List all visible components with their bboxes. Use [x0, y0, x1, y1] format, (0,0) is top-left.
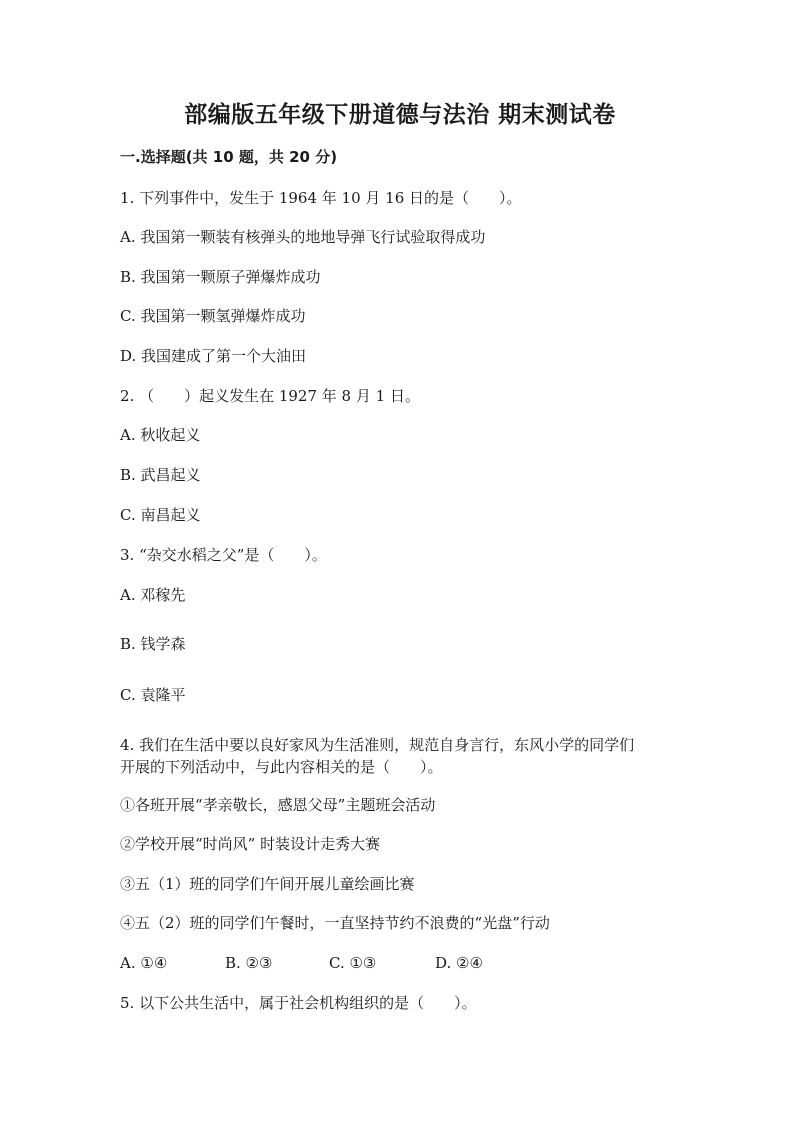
- question-4-item-3: ③五（1）班的同学们午间开展儿童绘画比赛: [120, 875, 415, 893]
- question-1-option-a: A. 我国第一颗装有核弹头的地地导弹飞行试验取得成功: [120, 228, 486, 246]
- section-heading: 一.选择题(共 10 题，共 20 分): [120, 148, 338, 166]
- question-1-option-c: C. 我国第一颗氢弹爆炸成功: [120, 307, 306, 325]
- question-3-stem: 3. “杂交水稻之父”是（ ）。: [120, 546, 327, 564]
- question-4-option-c: C. ①③: [329, 954, 377, 972]
- question-2-option-b: B. 武昌起义: [120, 466, 201, 484]
- question-2-stem: 2. （ ）起义发生在 1927 年 8 月 1 日。: [120, 387, 420, 405]
- question-1-option-d: D. 我国建成了第一个大油田: [120, 347, 307, 365]
- question-2-option-a: A. 秋收起义: [120, 426, 201, 444]
- question-3-option-c: C. 袁隆平: [120, 686, 186, 704]
- question-4-stem-line-1: 4. 我们在生活中要以良好家风为生活准则，规范自身言行，东风小学的同学们: [120, 736, 635, 754]
- question-1-option-b: B. 我国第一颗原子弹爆炸成功: [120, 268, 321, 286]
- question-2-option-c: C. 南昌起义: [120, 506, 201, 524]
- page-title: 部编版五年级下册道德与法治 期末测试卷: [184, 102, 616, 128]
- question-4-stem-line-2: 开展的下列活动中，与此内容相关的是（ ）。: [120, 758, 443, 776]
- question-3-option-a: A. 邓稼先: [120, 586, 186, 604]
- question-4-options: [120, 952, 483, 974]
- question-4-item-4: ④五（2）班的同学们午餐时，一直坚持节约不浪费的“光盘”行动: [120, 914, 550, 932]
- question-5-stem: 5. 以下公共生活中，属于社会机构组织的是（ ）。: [120, 994, 477, 1012]
- question-4-option-a: A. ①④: [120, 954, 168, 972]
- question-4-option-d: D. ②④: [435, 954, 483, 972]
- question-4-option-b: B. ②③: [225, 954, 273, 972]
- question-1-stem: 1. 下列事件中，发生于 1964 年 10 月 16 日的是（ ）。: [120, 189, 522, 207]
- question-3-option-b: B. 钱学森: [120, 635, 186, 653]
- question-4-item-1: ①各班开展“孝亲敬长，感恩父母”主题班会活动: [120, 796, 436, 814]
- question-4-item-2: ②学校开展“时尚风” 时装设计走秀大赛: [120, 835, 381, 853]
